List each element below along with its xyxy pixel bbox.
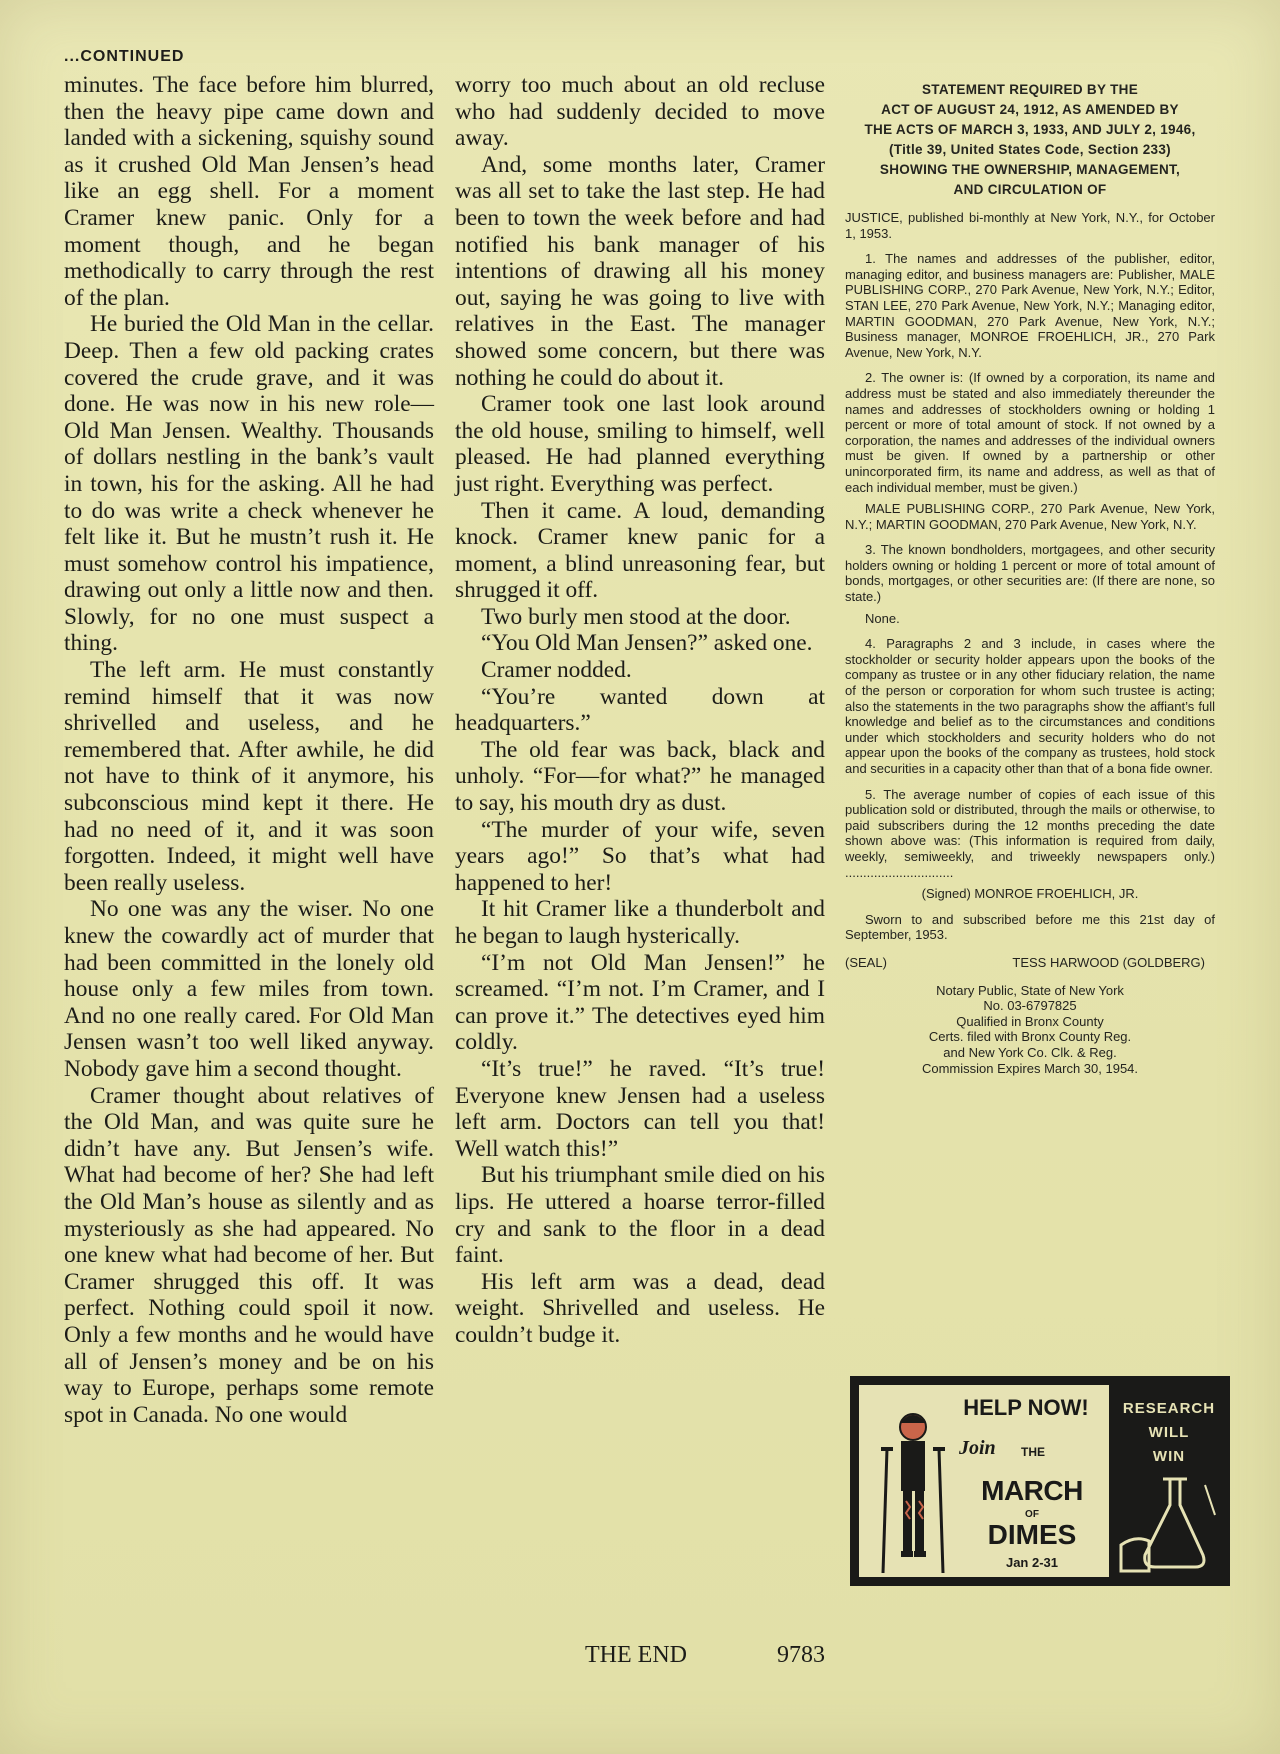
ad-research-line: RESEARCH: [1122, 1400, 1216, 1417]
child-on-crutches-icon: [873, 1405, 953, 1580]
statement-header-line: (Title 39, United States Code, Section 233): [889, 142, 1171, 157]
statement-paragraph-3: 3. The known bondholders, mortgagees, and other security holders owning or holding 1 percent or more of total amount of bonds, mortgages, or other securities are: (If there are none, so state.): [845, 542, 1215, 605]
ad-help-now: HELP NOW!: [963, 1395, 1089, 1420]
story-paragraph: Two burly men stood at the door.: [481, 603, 791, 630]
ad-light-panel: [859, 1385, 1109, 1577]
the-end-text: THE END: [585, 1642, 687, 1668]
ad-research-text: [1119, 1397, 1219, 1469]
notary-block: [845, 983, 1215, 1077]
statement-signature: (Signed) MONROE FROEHLICH, JR.: [921, 886, 1139, 902]
ownership-statement: [845, 80, 1215, 1076]
story-paragraph: “It’s true!” he raved. “It’s true! Everyone knew Jensen had a useless left arm. Doctors can tell you that! Well watch this!”: [455, 1055, 825, 1162]
statement-paragraph-4: 4. Paragraphs 2 and 3 include, in cases where the stockholder or security holder appears upon the books of the company as trustee or in any other fiduciary relation, the name of the person or corporation for whom such trustee is acting; also the statements in the two paragraphs show the affiant’s full knowledge and belief as to the circumstances and conditions under which stockholders and security holders who do not appear upon the books of the company as trustees, hold stock and securities in a capacity other than that of a bona fide owner.: [845, 636, 1215, 776]
ad-dimes: DIMES: [987, 1519, 1077, 1550]
end-line: [585, 1642, 825, 1669]
statement-header-line: THE ACTS OF MARCH 3, 1933, AND JULY 2, 1946,: [864, 122, 1196, 137]
page-code: 9783: [777, 1642, 825, 1668]
research-flask-icon: [1115, 1475, 1225, 1575]
story-paragraph: “You’re wanted down at headquarters.”: [455, 683, 825, 737]
story-paragraph: “You Old Man Jensen?” asked one.: [481, 630, 813, 657]
ad-of: OF: [1025, 1509, 1039, 1520]
story-paragraph: But his triumphant smile died on his lips. He uttered a hoarse terror-filled cry and sank to the floor in a dead faint.: [455, 1162, 825, 1269]
notary-line: Qualified in Bronx County: [956, 1013, 1104, 1029]
story-paragraph: No one was any the wiser. No one knew the cowardly act of murder that had been committed in the lonely old house only a few miles from town. And no one really cared. For Old Man Jensen wasn’t too well liked anyway. Nobody gave him a second thought.: [64, 896, 434, 1082]
story-paragraph: “The murder of your wife, seven years ago!” So that’s what had happened to her!: [455, 816, 825, 896]
story-paragraph: Cramer took one last look around the old house, smiling to himself, well pleased. He had planned everything just right. Everything was perfect.: [455, 391, 825, 497]
statement-header-line: STATEMENT REQUIRED BY THE: [921, 82, 1138, 97]
statement-none: None.: [865, 610, 900, 626]
story-paragraph: “I’m not Old Man Jensen!” he screamed. “I’m not. I’m Cramer, and I can prove it.” The detectives eyed him coldly.: [455, 949, 825, 1056]
notary-name: TESS HARWOOD (GOLDBERG): [1012, 954, 1205, 970]
ad-research-line: WILL: [1148, 1424, 1190, 1441]
story-paragraph: He buried the Old Man in the cellar. Deep. Then a few old packing crates covered the crude grave, and it was done. He was now in his new role—Old Man Jensen. Wealthy. Thousands of dollars nestling in the bank’s vault in town, his for the asking. All he had to do was write a check whenever he felt like it. But he mustn’t rush it. He must somehow control his impatience, drawing out only a little now and then. Slowly, for no one must suspect a thing.: [64, 311, 434, 657]
story-paragraph: worry too much about an old recluse who had suddenly decided to move away.: [455, 72, 825, 152]
story-paragraph: minutes. The face before him blurred, then the heavy pipe came down and landed with a sickening, squishy sound as it crushed Old Man Jensen’s head like an egg shell. For a moment Cramer knew panic. Only for a moment though, and he began methodically to carry through the rest of the plan.: [64, 72, 434, 311]
statement-paragraph-5: 5. The average number of copies of each issue of this publication sold or distributed, through the mails or otherwise, to paid subscribers during the 12 months preceding the date shown above was: (This information is required from daily, weekly, semiweekly, and triweekly newspapers only.) ..............................: [845, 786, 1215, 880]
ad-join: Join: [959, 1437, 996, 1459]
story-paragraph: The old fear was back, black and unholy. “For—for what?” he managed to say, his mouth dry as dust.: [455, 736, 825, 817]
story-paragraph: It hit Cramer like a thunderbolt and he began to laugh hysterically.: [455, 896, 825, 949]
seal-label: (SEAL): [845, 954, 887, 970]
notary-line: and New York Co. Clk. & Reg.: [943, 1044, 1117, 1060]
march-of-dimes-ad: [850, 1376, 1230, 1586]
ad-march: MARCH: [981, 1475, 1083, 1506]
notary-line: Commission Expires March 30, 1954.: [921, 1060, 1139, 1076]
ad-the: THE: [1021, 1445, 1045, 1459]
seal-row: [845, 955, 1215, 971]
story-column-1: [64, 72, 434, 1428]
notary-line: Certs. filed with Bronx County Reg.: [928, 1029, 1132, 1045]
story-paragraph: The left arm. He must constantly remind himself that it was now shrivelled and useless, and he remembered that. After awhile, he did not have to think of it anymore, his subconscious mind kept it there. He had no need of it, and it was soon forgotten. Indeed, it might well have been really useless.: [64, 657, 434, 896]
statement-sworn: Sworn to and subscribed before me this 21st day of September, 1953.: [845, 911, 1215, 943]
story-paragraph: Cramer nodded.: [481, 657, 632, 684]
statement-paragraph-1: 1. The names and addresses of the publisher, editor, managing editor, and business managers are: Publisher, MALE PUBLISHING CORP., 270 Park Avenue, New York, N.Y.; Editor, STAN LEE, 270 Park Avenue, New York, N.Y.; Managing editor, MARTIN GOODMAN, 270 Park Avenue, New York, N.Y.; Business manager, MONROE FROEHLICH, JR., 270 Park Avenue, New York, N.Y.: [845, 251, 1215, 360]
story-column-2: [455, 72, 825, 1349]
story-paragraph: His left arm was a dead, dead weight. Shrivelled and useless. He couldn’t budge it.: [455, 1268, 825, 1348]
continued-label: ...CONTINUED: [64, 48, 185, 65]
ad-dates: Jan 2-31: [1005, 1555, 1059, 1570]
story-paragraph: Then it came. A loud, demanding knock. Cramer knew panic for a moment, a blind unreasoning fear, but shrugged it off.: [455, 497, 825, 604]
statement-intro: JUSTICE, published bi-monthly at New York, N.Y., for October 1, 1953.: [845, 210, 1215, 241]
statement-header-line: ACT OF AUGUST 24, 1912, AS AMENDED BY: [881, 102, 1179, 117]
story-paragraph: And, some months later, Cramer was all set to take the last step. He had been to town the week before and had notified his bank manager of his intentions of drawing all his money out, saying he was going to live with relatives in the East. The manager showed some concern, but there was nothing he could do about it.: [455, 151, 825, 391]
ad-research-line: WIN: [1152, 1448, 1186, 1465]
story-paragraph: Cramer thought about relatives of the Old Man, and was quite sure he didn’t have any. But Jensen’s wife. What had become of her? She had left the Old Man’s house as silently and as mysteriously as she had appeared. No one knew what had become of her. But Cramer shrugged this off. It was perfect. Nothing could spoil it now. Only a few months and he would have all of Jensen’s money and be on his way to Europe, perhaps some remote spot in Canada. No one would: [64, 1082, 434, 1428]
statement-paragraph-2: 2. The owner is: (If owned by a corporation, its name and address must be stated and also immediately thereunder the names and addresses of stockholders owning or holding 1 percent or more of total amount of stock. If not owned by a corporation, the names and addresses of the individual owners must be given. If owned by a partnership or other unincorporated firm, its name and address, as well as that of each individual member, must be given.): [845, 370, 1215, 495]
statement-owners: MALE PUBLISHING CORP., 270 Park Avenue, New York, N.Y.; MARTIN GOODMAN, 270 Park Avenue, New York, N.Y.: [845, 501, 1215, 532]
notary-line: No. 03-6797825: [983, 998, 1077, 1014]
statement-header-line: AND CIRCULATION OF: [953, 182, 1107, 197]
statement-header-line: SHOWING THE OWNERSHIP, MANAGEMENT,: [879, 162, 1181, 177]
notary-line: Notary Public, State of New York: [936, 982, 1124, 998]
